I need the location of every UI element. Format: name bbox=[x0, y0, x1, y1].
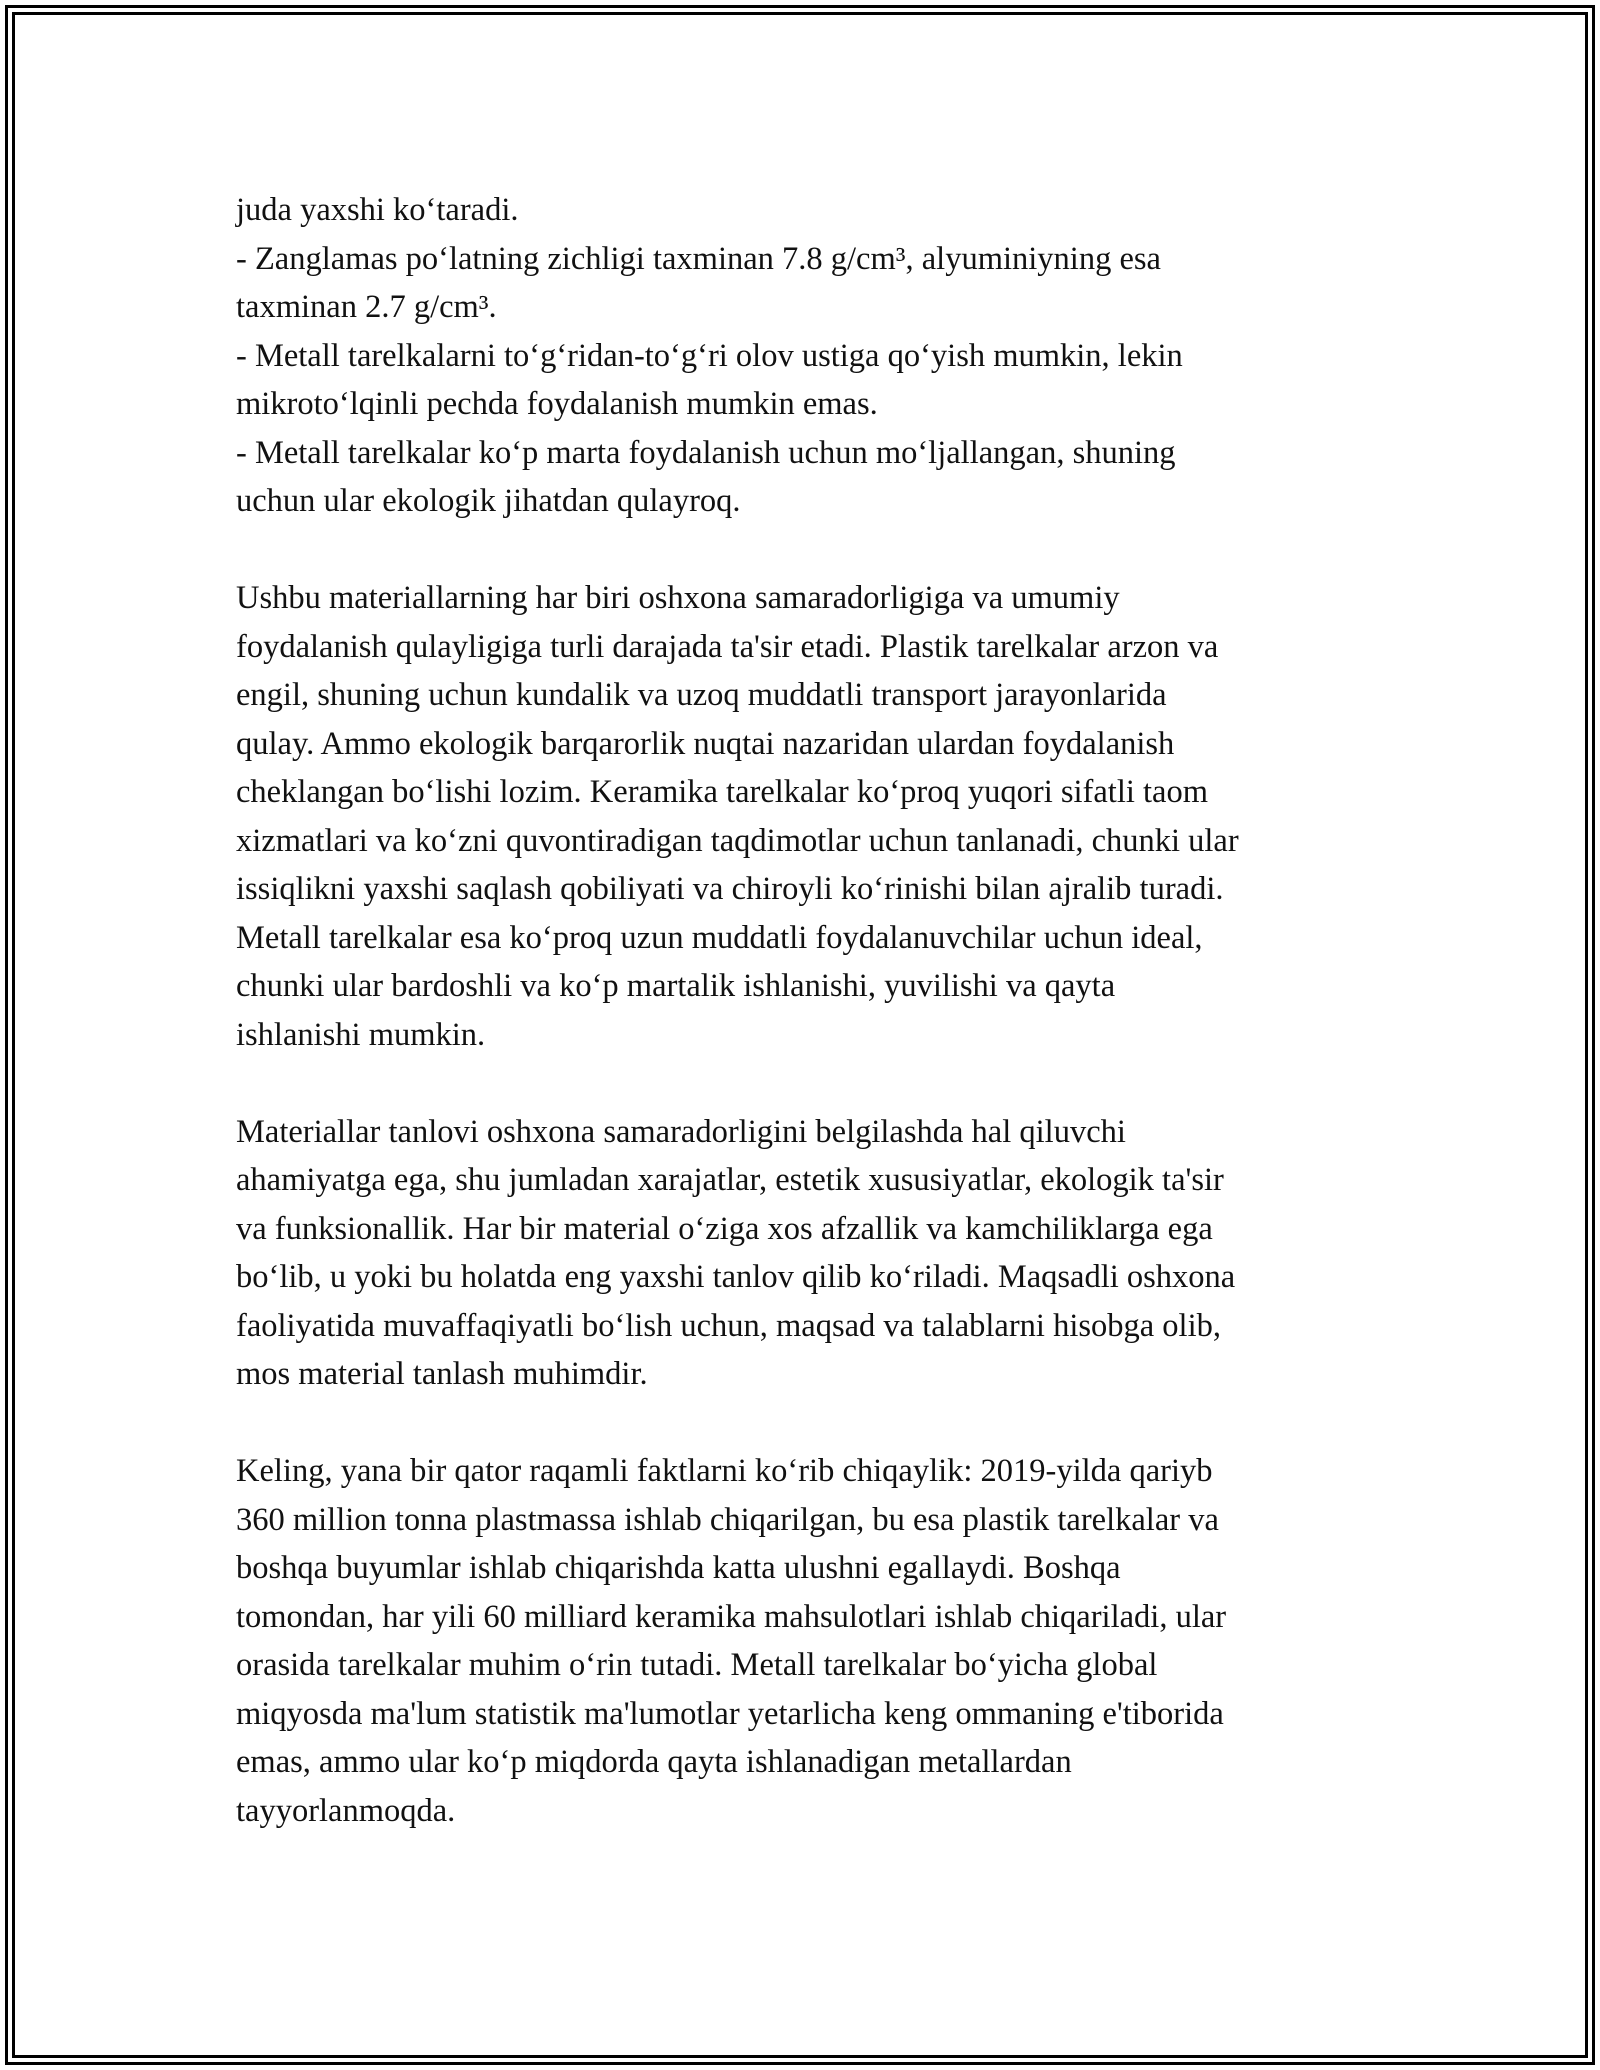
text-line: emas, ammo ular ko‘p miqdorda qayta ishlanadigan metallardan bbox=[236, 1744, 1072, 1780]
text-line: foydalanish qulayligiga turli darajada ta'sir etadi. Plastik tarelkalar arzon va bbox=[236, 628, 1219, 665]
text-line: tayyorlanmoqda. bbox=[236, 1792, 456, 1829]
text-line: ahamiyatga ega, shu jumladan xarajatlar, estetik xususiyatlar, ekologik ta'sir bbox=[236, 1162, 1224, 1198]
text-line: boshqa buyumlar ishlab chiqarishda katta ulushni egallaydi. Boshqa bbox=[236, 1550, 1121, 1586]
text-line: - Metall tarelkalarni to‘g‘ridan-to‘g‘ri olov ustiga qo‘yish mumkin, lekin bbox=[236, 337, 1183, 374]
text-line: - Zanglamas po‘latning zichligi taxminan 7.8 g/cm³, alyuminiyning esa bbox=[236, 240, 1161, 277]
text-line: xizmatlari va ko‘zni quvontiradigan taqdimotlar uchun tanlanadi, chunki ular bbox=[236, 822, 1239, 859]
text-line: va funksionallik. Har bir material o‘ziga xos afzallik va kamchiliklarga ega bbox=[236, 1210, 1213, 1247]
text-line: orasida tarelkalar muhim o‘rin tutadi. Metall tarelkalar bo‘yicha global bbox=[236, 1647, 1158, 1683]
text-line: faoliyatida muvaffaqiyatli bo‘lish uchun, maqsad va talablarni hisobga olib, bbox=[236, 1307, 1221, 1344]
text-line: tomondan, har yili 60 milliard keramika mahsulotlari ishlab chiqariladi, ular bbox=[236, 1598, 1227, 1635]
text-line: mikroto‘lqinli pechda foydalanish mumkin emas. bbox=[236, 386, 878, 422]
text-line: Ushbu materiallarning har biri oshxona samaradorligiga va umumiy bbox=[236, 580, 1120, 616]
paragraph-numeric-facts bbox=[236, 1447, 1386, 1835]
text-line: bo‘lib, u yoki bu holatda eng yaxshi tanlov qilib ko‘riladi. Maqsadli oshxona bbox=[236, 1259, 1236, 1295]
text-line: cheklangan bo‘lishi lozim. Keramika tarelkalar ko‘proq yuqori sifatli taom bbox=[236, 774, 1208, 810]
text-line: ishlanishi mumkin. bbox=[236, 1016, 486, 1053]
text-line: taxminan 2.7 g/cm³. bbox=[236, 289, 497, 325]
text-line: miqyosda ma'lum statistik ma'lumotlar yetarlicha keng ommaning e'tiborida bbox=[236, 1695, 1224, 1732]
document-body bbox=[236, 186, 1386, 1835]
text-line: qulay. Ammo ekologik barqarorlik nuqtai nazaridan ulardan foydalanish bbox=[236, 725, 1175, 762]
text-line: Keling, yana bir qator raqamli faktlarni ko‘rib chiqaylik: 2019-yilda qariyb bbox=[236, 1453, 1213, 1489]
text-line: Materiallar tanlovi oshxona samaradorligini belgilashda hal qiluvchi bbox=[236, 1113, 1126, 1150]
text-line: engil, shuning uchun kundalik va uzoq muddatli transport jarayonlarida bbox=[236, 677, 1167, 713]
text-line: mos material tanlash muhimdir. bbox=[236, 1356, 648, 1392]
paragraph-metal-plates-list bbox=[236, 186, 1386, 526]
text-line: issiqlikni yaxshi saqlash qobiliyati va chiroyli ko‘rinishi bilan ajralib turadi. bbox=[236, 871, 1224, 907]
paragraph-materials-comparison bbox=[236, 574, 1386, 1059]
text-line: juda yaxshi ko‘taradi. bbox=[236, 192, 519, 228]
text-line: chunki ular bardoshli va ko‘p martalik ishlanishi, yuvilishi va qayta bbox=[236, 968, 1116, 1004]
text-line: uchun ular ekologik jihatdan qulayroq. bbox=[236, 483, 741, 519]
text-line: 360 million tonna plastmassa ishlab chiqarilgan, bu esa plastik tarelkalar va bbox=[236, 1501, 1219, 1538]
paragraph-material-choice bbox=[236, 1108, 1386, 1399]
text-line: - Metall tarelkalar ko‘p marta foydalanish uchun mo‘ljallangan, shuning bbox=[236, 434, 1176, 471]
text-line: Metall tarelkalar esa ko‘proq uzun muddatli foydalanuvchilar uchun ideal, bbox=[236, 919, 1203, 956]
